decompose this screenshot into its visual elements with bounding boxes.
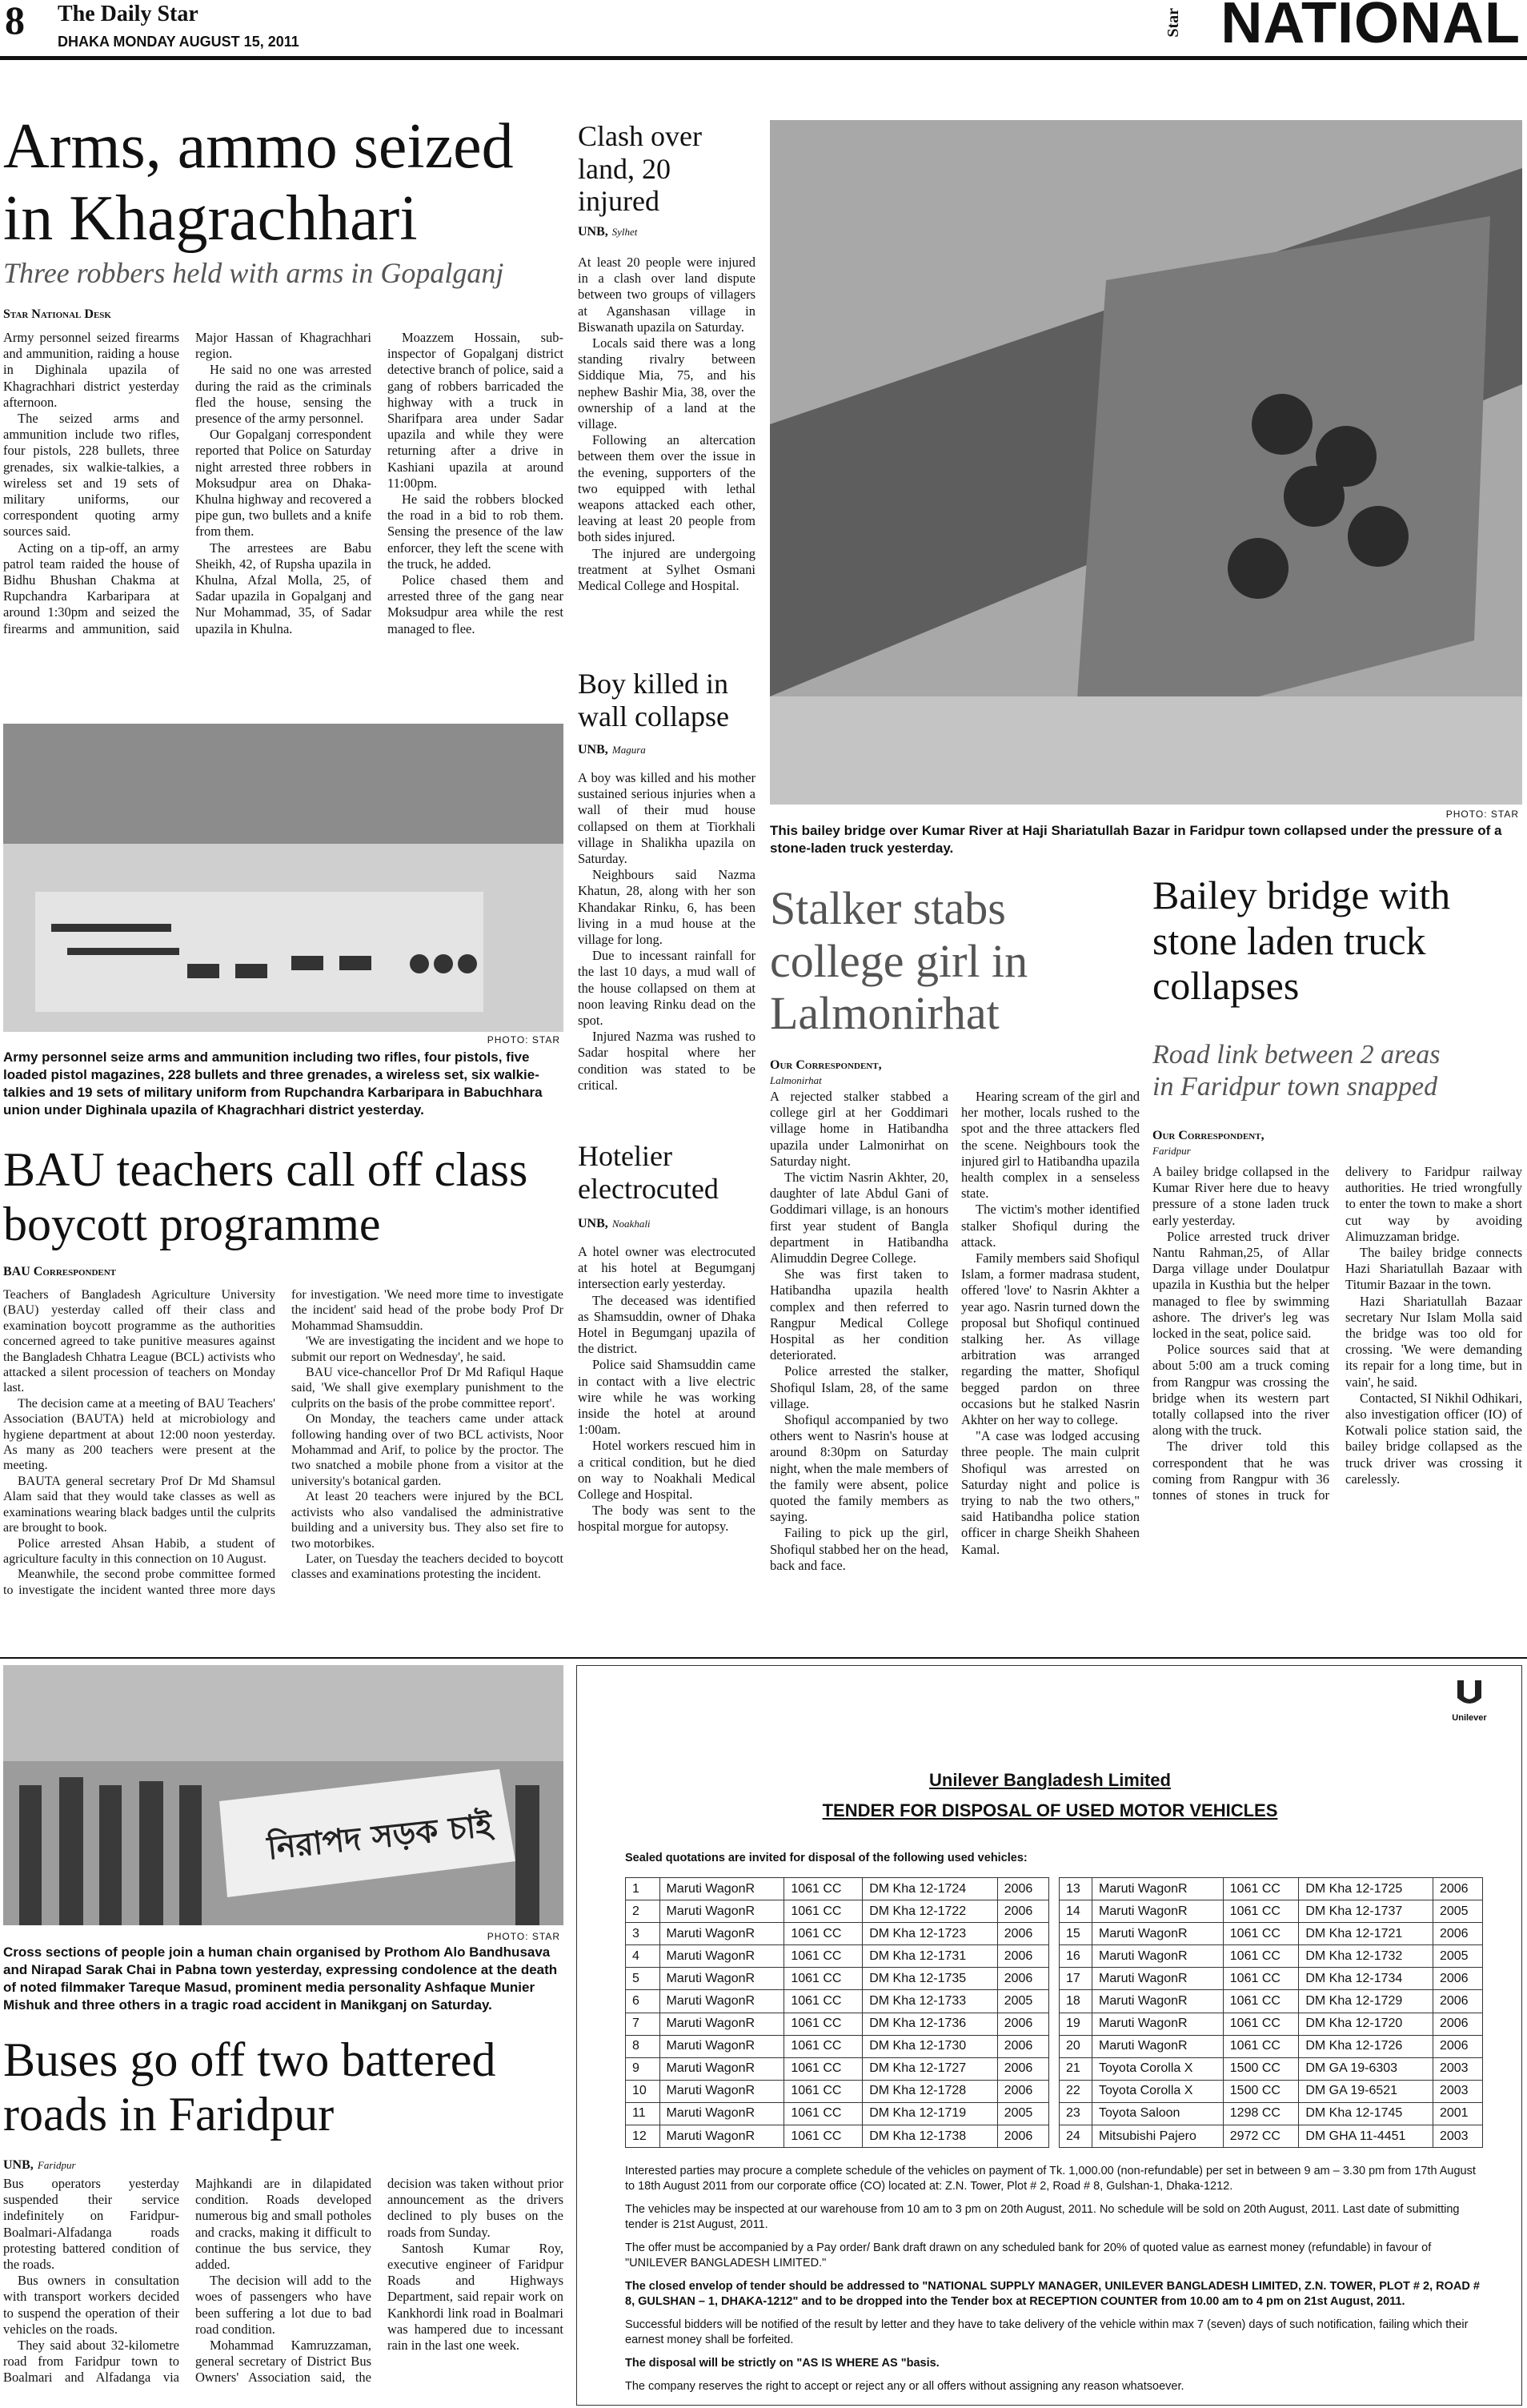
bailey-paragraph: Contacted, SI Nikhil Odhikari, also investigation officer (IO) of Kotwali police station said, the bailey bridge collapsed as the truck driver was crossing it carelessly.: [1345, 1390, 1523, 1487]
buses-byline: UNB, Faridpur: [3, 2158, 76, 2172]
vehicle-cell: Maruti WagonR: [659, 1900, 784, 1923]
vehicle-cell: DM Kha 12-1731: [863, 1945, 998, 1968]
page-number: 8: [5, 0, 25, 42]
vehicle-cell: 2005: [997, 1990, 1048, 2013]
vehicle-cell: Maruti WagonR: [1092, 1990, 1224, 2013]
arms-paragraph: Acting on a tip-off, an army patrol team raided the house of Bidhu Bhushan Chakma at Rupchandra Karbaripara at around 1:30pm and seized the firearms and ammunition, said Major Hassan of Khagrachhari region.: [3, 330, 371, 636]
vehicle-row: [1060, 1878, 1483, 1900]
header-rule: [0, 56, 1527, 60]
arms-paragraph: He said the robbers blocked the road in a bid to rob them. Sensing the presence of the law enforcer, they left the scene with the truck, he added.: [387, 492, 563, 572]
vehicle-cell: DM Kha 12-1719: [863, 2102, 998, 2125]
stalker-paragraph: Police arrested the stalker, Shofiqul Islam, 28, of the same village.: [770, 1363, 948, 1411]
vehicle-cell: 4: [626, 1945, 660, 1968]
vehicle-cell: DM Kha 12-1725: [1299, 1878, 1433, 1900]
vehicle-cell: 1061 CC: [784, 1900, 863, 1923]
vehicle-cell: 2006: [1433, 2035, 1482, 2057]
vehicle-cell: 2006: [997, 2035, 1048, 2057]
vehicle-cell: Maruti WagonR: [659, 2080, 784, 2102]
vehicle-row: [626, 1968, 1049, 1990]
vehicle-cell: Maruti WagonR: [659, 1923, 784, 1945]
vehicle-cell: 2006: [997, 2125, 1048, 2148]
stalker-paragraph: She was first taken to Hatibandha upazila health complex and then referred to Rangpur Medical College Hospital as her condition deteriorated.: [770, 1266, 948, 1363]
vehicle-cell: Maruti WagonR: [1092, 2035, 1224, 2057]
bailey-byline: Our Correspondent,: [1152, 1129, 1264, 1142]
arms-photo: [3, 724, 563, 1032]
vehicle-cell: 1061 CC: [1223, 1923, 1299, 1945]
bailey-headline: Bailey bridge with stone laden truck collapses: [1152, 873, 1451, 1008]
vehicle-cell: 2006: [1433, 1878, 1482, 1900]
vehicle-cell: 20: [1060, 2035, 1092, 2057]
hotelier-paragraph: The body was sent to the hospital morgue for autopsy.: [578, 1503, 755, 1535]
vehicle-row: [626, 1923, 1049, 1945]
arms-byline: Star National Desk: [3, 307, 111, 321]
stalker-body: [770, 1057, 1140, 1649]
bau-paragraph: 'We are investigating the incident and we hope to submit our report on Wednesday', he said.: [291, 1334, 563, 1364]
vehicle-cell: 1061 CC: [1223, 1968, 1299, 1990]
vehicle-cell: 15: [1060, 1923, 1092, 1945]
vehicle-cell: 2006: [997, 1900, 1048, 1923]
vehicle-cell: 18: [1060, 1990, 1092, 2013]
wall-byline: UNB, Magura: [578, 743, 646, 757]
vehicle-cell: Maruti WagonR: [1092, 1945, 1224, 1968]
arms-paragraph: Police chased them and arrested three of the gang near Moksudpur area while the rest managed to flee.: [387, 572, 563, 636]
buses-paragraph: Santosh Kumar Roy, executive engineer of Faridpur Roads and Highways Department, said repair work on Kankhordi link road in Boalmari was hampered due to incessant rain in the last one week.: [387, 2240, 563, 2354]
bailey-paragraph: A bailey bridge collapsed in the Kumar River here due to heavy pressure of a stone laden truck early yesterday.: [1152, 1164, 1329, 1228]
arms-paragraph: Army personnel seized firearms and ammunition, raiding a house in Dighinala upazila of Khagrachhari district yesterday afternoon.: [3, 330, 179, 410]
arms-paragraph: Moazzem Hossain, sub-inspector of Gopalganj district detective branch of police, said a gang of robbers barricaded the highway with a truck in Sharifpara area under Sadar upazila and while they were returning after a drive in Kashiani upazila at around 11:00pm.: [387, 330, 563, 491]
bau-paragraph: The decision came at a meeting of BAU Teachers' Association (BAUTA) held at microbiology and hygiene department at about 12:00 noon yesterday. As many as 200 teachers were present at the meeting.: [3, 1396, 275, 1473]
arms-body: [3, 330, 563, 717]
vehicle-table-left: [625, 1877, 1049, 2148]
vehicle-cell: 1061 CC: [1223, 1878, 1299, 1900]
vehicle-cell: DM Kha 12-1738: [863, 2125, 998, 2148]
buses-paragraph: Bus owners in consultation with transport workers decided to suspend the operation of their vehicles on the roads.: [3, 2273, 179, 2337]
arms-caption: Army personnel seize arms and ammunition including two rifles, four pistols, five loaded pistol magazines, 228 bullets and three grenades, a wireless set, six walkie-talkies and 19 sets of military uniform from Rupchandra Karbaripara in Babuchhara union under Dighinala upazila of Khagrachhari district yesterday.: [3, 1049, 543, 1118]
vehicle-cell: 2003: [1433, 2057, 1482, 2080]
vehicle-row: [1060, 2035, 1483, 2057]
vehicle-cell: 2006: [997, 2013, 1048, 2035]
masthead: The Daily Star: [58, 2, 198, 26]
vehicle-cell: DM Kha 12-1727: [863, 2057, 998, 2080]
vehicle-cell: 1061 CC: [784, 1990, 863, 2013]
buses-paragraph: Mohammad Kamruzzaman, general secretary of District Bus Owners' Association said, the decision was taken without prior announcement as the drivers declined to ply buses on the roads from Sunday.: [195, 2176, 563, 2386]
vehicle-cell: DM GA 19-6303: [1299, 2057, 1433, 2080]
stalker-headline: Stalker stabs college girl in Lalmonirhat: [770, 882, 1028, 1040]
stalker-paragraph: Shofiqul accompanied by two others went to Nasrin's house at around 8:30pm on Saturday night, when the male members of the family were absent, police quoted the family members as saying.: [770, 1412, 948, 1525]
vehicle-cell: DM GHA 11-4451: [1299, 2125, 1433, 2148]
vehicle-cell: 1061 CC: [784, 2125, 863, 2148]
ad-notes: [625, 2164, 1481, 2402]
vehicle-cell: Toyota Corolla X: [1092, 2057, 1224, 2080]
vehicle-cell: 13: [1060, 1878, 1092, 1900]
arms-deck: Three robbers held with arms in Gopalganj: [3, 257, 504, 289]
vehicle-cell: Toyota Corolla X: [1092, 2080, 1224, 2102]
vehicle-cell: Maruti WagonR: [659, 1990, 784, 2013]
bailey-location: Faridpur: [1152, 1145, 1191, 1157]
vehicle-cell: 14: [1060, 1900, 1092, 1923]
bau-paragraph: Later, on Tuesday the teachers decided to boycott classes and examinations protesting the incident.: [291, 1551, 563, 1582]
stalker-byline: Our Correspondent,: [770, 1058, 882, 1072]
vehicle-cell: 24: [1060, 2125, 1092, 2148]
unilever-logo: Unilever: [1449, 1677, 1489, 1723]
arms-paragraph: Our Gopalganj correspondent reported that Police on Saturday night arrested three robbers in Moksudpur area on Dhaka-Khulna highway and recovered a pipe gun, two bullets and a knife from them.: [195, 427, 371, 540]
vehicle-cell: DM Kha 12-1735: [863, 1968, 998, 1990]
hotelier-byline: UNB, Noakhali: [578, 1217, 651, 1230]
clash-paragraph: Locals said there was a long standing rivalry between Siddique Mia, 75, and his nephew Bashir Mia, 38, over the ownership of a land at the village.: [578, 335, 755, 432]
vehicle-row: [626, 2125, 1049, 2148]
ad-title: TENDER FOR DISPOSAL OF USED MOTOR VEHICLES: [822, 1800, 1278, 1820]
vehicle-cell: DM Kha 12-1737: [1299, 1900, 1433, 1923]
vehicle-cell: 2005: [1433, 1945, 1482, 1968]
vehicle-cell: 2006: [997, 1878, 1048, 1900]
vehicle-row: [1060, 1990, 1483, 2013]
vehicle-row: [626, 2013, 1049, 2035]
bau-paragraph: BAUTA general secretary Prof Dr Md Shamsul Alam said that they would take classes as well as examinations wearing black badges until the culprits are brought to book.: [3, 1474, 275, 1535]
ad-note-2: The vehicles may be inspected at our warehouse from 10 am to 3 pm on 20th August, 2011. No schedule will be sold on 20th August, 2011. Last date of submitting tender is 21st August, 2011.: [625, 2203, 1460, 2231]
vehicle-cell: DM Kha 12-1728: [863, 2080, 998, 2102]
vehicle-cell: 2: [626, 1900, 660, 1923]
vehicle-cell: DM Kha 12-1729: [1299, 1990, 1433, 2013]
bridge-photo-credit: PHOTO: STAR: [1445, 809, 1519, 820]
vehicle-cell: 8: [626, 2035, 660, 2057]
clash-body: [578, 255, 755, 668]
vehicle-row: [626, 2080, 1049, 2102]
wall-headline: Boy killed in wall collapse: [578, 668, 729, 732]
stalker-paragraph: Hearing scream of the girl and her mother, locals rushed to the spot and the three attackers fled the scene. Neighbours took the injured girl to Hatibandha upazila health complex in a senseless state.: [961, 1089, 1140, 1202]
vehicle-cell: 2003: [1433, 2080, 1482, 2102]
arms-paragraph: The arrestees are Babu Sheikh, 42, of Rupsha upazila in Khulna, Afzal Molla, 25, of Sadar upazila in Gopalganj and Nur Mohammad, 35, of Sadar upazila in Khulna.: [195, 540, 371, 636]
vehicle-row: [1060, 2057, 1483, 2080]
vehicle-row: [626, 1945, 1049, 1968]
vehicle-cell: Maruti WagonR: [1092, 2013, 1224, 2035]
bailey-paragraph: Police sources said that at about 5:00 am a truck coming from Rangpur was crossing the bridge when its western part totally collapsed into the river along with the truck.: [1152, 1342, 1329, 1439]
vehicle-row: [1060, 1900, 1483, 1923]
vehicle-cell: 2006: [997, 1968, 1048, 1990]
ad-note-7: The company reserves the right to accept or reject any or all offers without assigning any reason whatsoever.: [625, 2380, 1184, 2393]
arms-headline: Arms, ammo seized in Khagrachhari: [3, 111, 514, 255]
bau-paragraph: At least 20 teachers were injured by the BCL activists who also vandalised the administrative building and a university bus. They also set fire to two motorbikes.: [291, 1490, 563, 1551]
ad-note-5: Successful bidders will be notified of the result by letter and they have to take delivery of the vehicle within max 7 (seven) days of such notification, failing which their earnest money shall be forfeited.: [625, 2318, 1469, 2346]
vehicle-cell: Maruti WagonR: [659, 1968, 784, 1990]
vehicle-cell: Maruti WagonR: [659, 1878, 784, 1900]
vehicle-cell: 2006: [1433, 1968, 1482, 1990]
vehicle-cell: DM Kha 12-1726: [1299, 2035, 1433, 2057]
vehicle-cell: 6: [626, 1990, 660, 2013]
hotelier-paragraph: The deceased was identified as Shamsuddin, owner of Dhaka Hotel in Begumganj upazila of the district.: [578, 1292, 755, 1357]
vehicle-cell: DM Kha 12-1730: [863, 2035, 998, 2057]
vehicle-cell: 1298 CC: [1223, 2102, 1299, 2125]
vehicle-cell: DM Kha 12-1723: [863, 1923, 998, 1945]
vehicle-cell: Toyota Saloon: [1092, 2102, 1224, 2125]
clash-paragraph: The injured are undergoing treatment at Sylhet Osmani Medical College and Hospital.: [578, 545, 755, 594]
unilever-logo-icon: [1449, 1677, 1489, 1709]
dateline: DHAKA MONDAY AUGUST 15, 2011: [58, 34, 299, 50]
wall-paragraph: Neighbours said Nazma Khatun, 28, along with her son Khandakar Rinku, 6, has been living in a mud house at the village for long.: [578, 867, 755, 948]
vehicle-cell: DM Kha 12-1736: [863, 2013, 998, 2035]
vehicle-cell: DM Kha 12-1724: [863, 1878, 998, 1900]
vehicle-cell: 1: [626, 1878, 660, 1900]
stalker-paragraph: Family members said Shofiqul Islam, a former madrasa student, offered 'love' to Nasrin Akhter a year ago. Nasrin turned down the proposal but Shofiqul continued stalking her. As village arbitration was arranged regarding the matter, Shofiqul begged pardon on three occasions but he stalked Nasrin Akhter on her way to college.: [961, 1250, 1140, 1428]
hotelier-paragraph: A hotel owner was electrocuted at his hotel at Begumganj intersection early yesterday.: [578, 1244, 755, 1292]
human-chain-photo: [3, 1665, 563, 1925]
vehicle-cell: 17: [1060, 1968, 1092, 1990]
vehicle-cell: 19: [1060, 2013, 1092, 2035]
hotelier-paragraph: Hotel workers rescued him in a critical condition, but he died on way to Noakhali Medical College and Hospital.: [578, 1438, 755, 1503]
vehicle-row: [626, 1900, 1049, 1923]
hotelier-body: [578, 1244, 755, 1628]
vehicle-cell: 1061 CC: [784, 1945, 863, 1968]
ad-intro: Sealed quotations are invited for disposal of the following used vehicles:: [625, 1852, 1028, 1864]
bailey-paragraph: Police arrested truck driver Nantu Rahman,25, of Allar Darga village under Doulatpur upazila in Kusthia but the helper managed to flee by swimming ashore. The driver's leg was locked in the seat, police said.: [1152, 1228, 1329, 1342]
chain-photo-credit: PHOTO: STAR: [487, 1931, 560, 1942]
bau-body: [3, 1266, 563, 1635]
stalker-location: Lalmonirhat: [770, 1074, 822, 1086]
vehicle-cell: 1061 CC: [784, 1923, 863, 1945]
vehicle-cell: 2006: [997, 2057, 1048, 2080]
bridge-caption: This bailey bridge over Kumar River at Haji Shariatullah Bazar in Faridpur town collapsed under the pressure of a stone-laden truck yesterday.: [770, 823, 1502, 856]
stalker-paragraph: The victim Nasrin Akhter, 20, daughter of late Abdul Gani of Goddimari village, is an honours first year student of Bangla department in Hatibandha Alimuddin Degree College.: [770, 1170, 948, 1266]
vehicle-cell: DM Kha 12-1720: [1299, 2013, 1433, 2035]
vehicle-cell: 2972 CC: [1223, 2125, 1299, 2148]
vehicle-cell: 12: [626, 2125, 660, 2148]
bau-byline: BAU Correspondent: [3, 1265, 117, 1278]
bailey-paragraph: Hazi Shariatullah Bazaar secretary Nur Islam Molla said the bridge was too old for crossing. 'We were demanding its repair for a long time, but in vain', he said.: [1345, 1293, 1522, 1390]
bailey-body: [1152, 1129, 1522, 1641]
vehicle-cell: 1061 CC: [784, 2080, 863, 2102]
ad-note-1: Interested parties may procure a complete schedule of the vehicles on payment of Tk. 1,000.00 (non-refundable) per set in between 9 am – 3.30 pm from 17th August to 18th August 2011 from our corporate office (CO) located at: Z.N. Tower, Plot # 2, Road # 8, Gulshan-1, Dhaka-1212.: [625, 2165, 1476, 2193]
buses-body: [3, 2176, 563, 2405]
vehicle-cell: 1061 CC: [1223, 1945, 1299, 1968]
buses-paragraph: The decision will add to the woes of passengers who have been suffering a lot due to bad road condition.: [195, 2273, 371, 2337]
clash-byline: UNB, Sylhet: [578, 225, 638, 239]
vehicle-row: [626, 2057, 1049, 2080]
wall-paragraph: Injured Nazma was rushed to Sadar hospital where her condition was stated to be critical.: [578, 1029, 755, 1093]
vehicle-cell: 7: [626, 2013, 660, 2035]
stalker-paragraph: The victim's mother identified stalker Shofiqul during the attack.: [961, 1202, 1140, 1250]
stalker-paragraph: Failing to pick up the girl, Shofiqul stabbed her on the head, back and face.: [770, 1525, 948, 1573]
vehicle-cell: 1061 CC: [784, 2102, 863, 2125]
arms-paragraph: He said no one was arrested during the raid as the criminals fled the house, sensing the presence of the army personnel.: [195, 362, 371, 427]
vehicle-cell: 2006: [1433, 1990, 1482, 2013]
vehicle-cell: 1500 CC: [1223, 2057, 1299, 2080]
vehicle-cell: Maruti WagonR: [1092, 1900, 1224, 1923]
hotelier-headline: Hotelier electrocuted: [578, 1140, 719, 1205]
tender-advertisement: [576, 1665, 1522, 2406]
vehicle-cell: 2006: [1433, 1923, 1482, 1945]
vehicle-cell: Maruti WagonR: [659, 2057, 784, 2080]
bailey-paragraph: The driver told this correspondent that he was coming from Rangpur with 36 tonnes of stones in truck for delivery to Faridpur railway authorities. He tried wrongfully to enter the town to make a short cut way by avoiding Alimuzzaman bridge.: [1152, 1164, 1522, 1503]
bau-headline: BAU teachers call off class boycott programme: [3, 1143, 528, 1250]
wall-paragraph: A boy was killed and his mother sustained serious injuries when a wall of their mud house collapsed on them at Tiorkhali village in Shalikha upazila on Saturday.: [578, 770, 755, 867]
vehicle-cell: 1061 CC: [784, 1968, 863, 1990]
vehicle-cell: DM Kha 12-1721: [1299, 1923, 1433, 1945]
vehicle-cell: Maruti WagonR: [1092, 1923, 1224, 1945]
vehicle-cell: 2003: [1433, 2125, 1482, 2148]
ad-note-3: The offer must be accompanied by a Pay order/ Bank draft drawn on any scheduled bank for 20% of quoted value as earnest money (refundable) in favour of "UNILEVER BANGLADESH LIMITED.": [625, 2241, 1432, 2270]
clash-paragraph: Following an altercation between them over the issue in the evening, supporters of the two equipped with lethal weapons attacked each other, leaving at least 20 people from both sides injured.: [578, 432, 755, 545]
vehicle-cell: DM Kha 12-1733: [863, 1990, 998, 2013]
vehicle-row: [1060, 1945, 1483, 1968]
bridge-photo-graphic: [770, 120, 1522, 805]
vehicle-row: [1060, 1968, 1483, 1990]
bridge-photo: [770, 120, 1522, 805]
vehicle-cell: 23: [1060, 2102, 1092, 2125]
chain-caption: Cross sections of people join a human chain organised by Prothom Alo Bandhusava and Nirapad Sarak Chai in Pabna town yesterday, expressing condolence at the death of noted filmmaker Tareque Masud, prominent media personality Ashfaque Munier Mishuk and three others in a tragic road accident in Manikganj on Saturday.: [3, 1944, 558, 2013]
vehicle-cell: 1061 CC: [784, 2035, 863, 2057]
vehicle-cell: 3: [626, 1923, 660, 1945]
vehicle-cell: 9: [626, 2057, 660, 2080]
vehicle-row: [626, 1878, 1049, 1900]
vehicle-cell: 1061 CC: [784, 1878, 863, 1900]
vehicle-cell: 1061 CC: [1223, 2013, 1299, 2035]
ad-note-4: The closed envelop of tender should be addressed to "NATIONAL SUPPLY MANAGER, UNILEVER BANGLADESH LIMITED, Z.N. TOWER, PLOT # 2, ROAD # 8, GULSHAN – 1, DHAKA-1212" and to be dropped into the Tender box at RECEPTION COUNTER from 10.00 am to 4 pm on 21st August, 2011.: [625, 2280, 1480, 2308]
wall-paragraph: Due to incessant rainfall for the last 10 days, a mud wall of the house collapsed on them at noon leaving Rinku dead on the spot.: [578, 948, 755, 1029]
vehicle-cell: DM Kha 12-1732: [1299, 1945, 1433, 1968]
vehicle-cell: Maruti WagonR: [659, 2013, 784, 2035]
clash-paragraph: At least 20 people were injured in a clash over land dispute between two groups of villagers at Aganshasan village in Biswanath upazila on Saturday.: [578, 255, 755, 335]
vehicle-cell: Maruti WagonR: [659, 2125, 784, 2148]
vehicle-cell: 2006: [997, 1945, 1048, 1968]
vehicle-cell: 10: [626, 2080, 660, 2102]
vehicle-cell: 22: [1060, 2080, 1092, 2102]
vehicle-cell: 2001: [1433, 2102, 1482, 2125]
vehicle-table-right: [1059, 1877, 1483, 2148]
vehicle-cell: Maruti WagonR: [1092, 1878, 1224, 1900]
vehicle-cell: 1061 CC: [784, 2057, 863, 2080]
wall-body: [578, 770, 755, 1132]
bailey-deck: Road link between 2 areas in Faridpur town snapped: [1152, 1040, 1441, 1102]
ad-note-6: The disposal will be strictly on "AS IS WHERE AS "basis.: [625, 2357, 940, 2370]
vehicle-cell: Maruti WagonR: [1092, 1968, 1224, 1990]
bau-paragraph: Police arrested Ahsan Habib, a student of agriculture faculty in this connection on 10 August.: [3, 1536, 275, 1566]
vehicle-cell: Maruti WagonR: [659, 2035, 784, 2057]
vehicle-cell: 2006: [997, 2080, 1048, 2102]
vehicle-row: [626, 2102, 1049, 2125]
ad-company: Unilever Bangladesh Limited: [929, 1770, 1171, 1790]
vehicle-cell: DM Kha 12-1745: [1299, 2102, 1433, 2125]
vehicle-row: [1060, 2125, 1483, 2148]
vehicle-cell: Maruti WagonR: [659, 1945, 784, 1968]
vehicle-cell: Maruti WagonR: [659, 2102, 784, 2125]
banner-text: নিরাপদ সড়ক চাই: [265, 1807, 495, 1868]
bau-paragraph: BAU vice-chancellor Prof Dr Md Rafiqul Haque said, 'We shall give exemplary punishment to the culprits on the basis of the probe committee report'.: [291, 1366, 563, 1411]
vehicle-row: [1060, 2013, 1483, 2035]
vehicle-cell: 1500 CC: [1223, 2080, 1299, 2102]
arms-paragraph: The seized arms and ammunition include two rifles, four pistols, 228 bullets, three grenades, six walkie-talkies, a wireless set and 19 sets of military uniforms, our correspondent quoting army sources said.: [3, 411, 179, 540]
arms-photo-credit: PHOTO: STAR: [487, 1034, 560, 1045]
vehicle-cell: 5: [626, 1968, 660, 1990]
section-divider: [0, 1657, 1527, 1659]
stalker-paragraph: A rejected stalker stabbed a college girl at her Goddimari village home in Hatibandha upazila under Lalmonirhat on Saturday night.: [770, 1089, 948, 1169]
buses-paragraph: They said about 32-kilometre road from Faridpur town to Boalmari and Alfadanga via Majhkandi are in dilapidated condition. Roads developed numerous big and small potholes and cracks, making it difficult to continue the bus service, they added.: [3, 2176, 371, 2386]
vehicle-cell: 21: [1060, 2057, 1092, 2080]
vehicle-cell: DM Kha 12-1722: [863, 1900, 998, 1923]
vehicle-cell: DM Kha 12-1734: [1299, 1968, 1433, 1990]
vehicle-row: [1060, 2102, 1483, 2125]
clash-headline: Clash over land, 20 injured: [578, 120, 702, 218]
section-star-logo: Star: [1164, 8, 1182, 38]
vehicle-cell: 16: [1060, 1945, 1092, 1968]
vehicle-cell: 2005: [997, 2102, 1048, 2125]
vehicle-cell: 1061 CC: [1223, 2035, 1299, 2057]
bau-paragraph: On Monday, the teachers came under attack following handing over of two BCL activists, Noor Mohammad and Arif, to police by the proctor. The two snatched a mobile phone from a visitor at the university's botanical garden.: [291, 1412, 563, 1488]
bau-paragraph: Teachers of Bangladesh Agriculture University (BAU) yesterday called off their class and examination boycott programme as the authorities concerned agreed to take punitive measures against the Bangladesh Chhatra League (BCL) activists who attacked a silent procession of teachers on Monday last.: [3, 1288, 275, 1395]
vehicle-row: [626, 1990, 1049, 2013]
vehicle-cell: 11: [626, 2102, 660, 2125]
vehicle-cell: 1061 CC: [1223, 1900, 1299, 1923]
human-chain-graphic: [3, 1665, 563, 1925]
buses-headline: Buses go off two battered roads in Faridpur: [3, 2033, 496, 2141]
vehicle-cell: Mitsubishi Pajero: [1092, 2125, 1224, 2148]
vehicle-row: [626, 2035, 1049, 2057]
buses-paragraph: Bus operators yesterday suspended their service indefinitely on Faridpur-Boalmari-Alfadanga roads protesting battered condition of the roads.: [3, 2176, 179, 2273]
hotelier-paragraph: Police said Shamsuddin came in contact with a live electric wire while he was working inside the hotel at around 1:00am.: [578, 1357, 755, 1438]
vehicle-cell: 2005: [1433, 1900, 1482, 1923]
vehicle-row: [1060, 1923, 1483, 1945]
vehicle-cell: 1061 CC: [1223, 1990, 1299, 2013]
vehicle-cell: 1061 CC: [784, 2013, 863, 2035]
bailey-paragraph: The bailey bridge connects Hazi Shariatullah Bazaar with Titumir Bazaar in the town.: [1345, 1245, 1522, 1293]
vehicle-cell: 2006: [1433, 2013, 1482, 2035]
vehicle-row: [1060, 2080, 1483, 2102]
vehicle-cell: DM GA 19-6521: [1299, 2080, 1433, 2102]
section-title: NATIONAL: [1220, 0, 1521, 55]
arms-photo-graphic: [3, 724, 563, 1032]
vehicle-cell: 2006: [997, 1923, 1048, 1945]
bau-paragraph: Meanwhile, the second probe committee formed to investigate the incident wanted three more days for investigation. 'We need more time to investigate the incident' said head of the probe body Prof Dr Mohammad Shamsuddin.: [3, 1288, 563, 1597]
stalker-paragraph: "A case was lodged accusing three people. The main culprit Shofiqul was arrested on Saturday night and police is trying to nab the two others," said Hatibandha police station officer in charge Sheikh Shaheen Kamal.: [961, 1428, 1140, 1557]
